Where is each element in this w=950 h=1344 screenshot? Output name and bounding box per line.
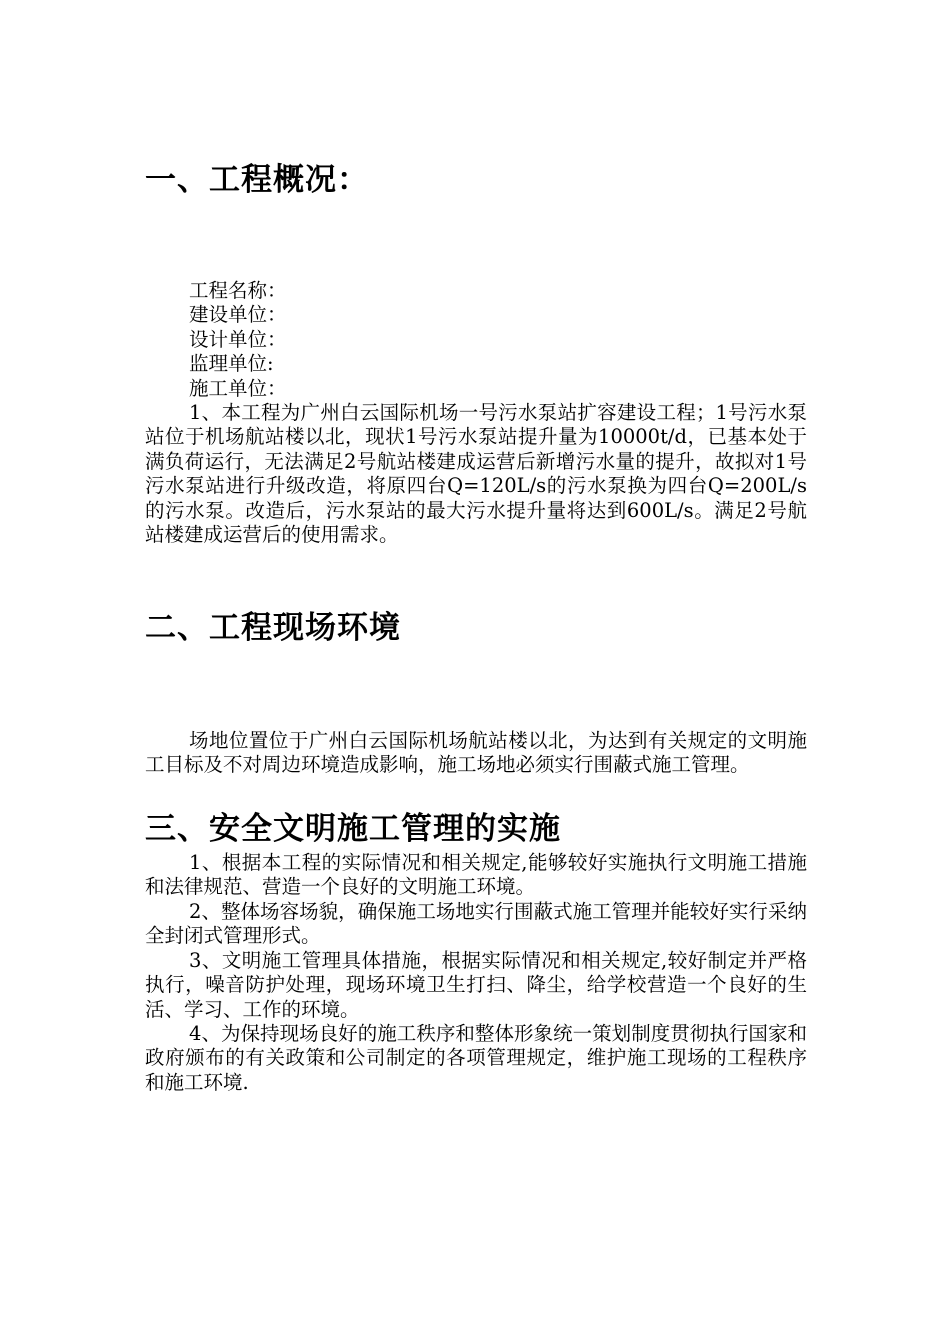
management-item-1: 1、根据本工程的实际情况和相关规定,能够较好实施执行文明施工措施和法律规范、营造一个良好的文明施工环境。 <box>145 851 807 899</box>
management-item-4: 4、为保持现场良好的施工秩序和整体形象统一策划制度贯彻执行国家和政府颁布的有关政策和公司制定的各项管理规定，维护施工现场的工程秩序和施工环境. <box>145 1022 807 1094</box>
section-heading-overview: 一、工程概况： <box>145 162 369 198</box>
management-item-3: 3、文明施工管理具体措施，根据实际情况和相关规定,较好制定并严格执行，噪音防护处理，现场环境卫生打扫、降尘，给学校营造一个良好的生活、学习、工作的环境。 <box>145 949 807 1021</box>
contractor-label: 施工单位： <box>189 377 287 400</box>
section-heading-site: 二、工程现场环境 <box>145 610 401 646</box>
section-heading-management: 三、安全文明施工管理的实施 <box>145 811 561 847</box>
project-name-label: 工程名称： <box>189 279 287 302</box>
owner-label: 建设单位： <box>189 303 287 326</box>
designer-label: 设计单位： <box>189 328 287 351</box>
supervisor-label: 监理单位: <box>189 352 274 375</box>
management-item-2: 2、整体场容场貌，确保施工场地实行围蔽式施工管理并能较好实行采纳全封闭式管理形式。 <box>145 900 807 948</box>
site-description: 场地位置位于广州白云国际机场航站楼以北，为达到有关规定的文明施工目标及不对周边环境造成影响，施工场地必须实行围蔽式施工管理。 <box>145 729 807 777</box>
overview-description: 1、本工程为广州白云国际机场一号污水泵站扩容建设工程；1号污水泵站位于机场航站楼以北，现状1号污水泵站提升量为10000t/d，已基本处于满负荷运行，无法满足2号航站楼建成运营后新增污水量的提升，故拟对1号污水泵站进行升级改造，将原四台Q=120L/s的污水泵换为四台Q=200L/s的污水泵。改造后，污水泵站的最大污水提升量将达到600L/s。满足2号航站楼建成运营后的使用需求。 <box>145 401 807 547</box>
